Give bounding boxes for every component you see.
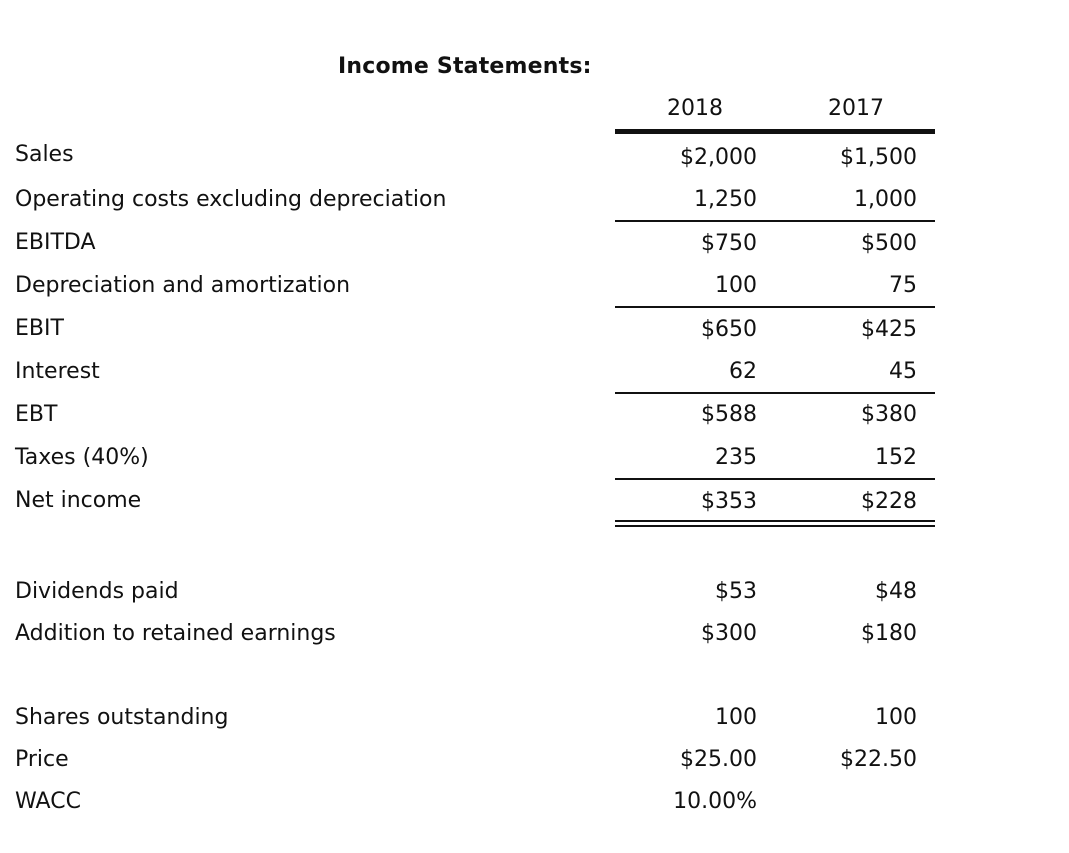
value-2018: $650 bbox=[701, 317, 757, 342]
row-label: Net income bbox=[15, 488, 142, 513]
row-label: Addition to retained earnings bbox=[15, 621, 336, 646]
subtotal-rule bbox=[615, 478, 935, 480]
value-2018: 62 bbox=[729, 359, 757, 384]
value-2018: 235 bbox=[715, 445, 757, 470]
value-2018: 100 bbox=[715, 273, 757, 298]
value-2018: $2,000 bbox=[680, 145, 757, 170]
column-header-2018: 2018 bbox=[667, 96, 723, 121]
value-2017: 45 bbox=[889, 359, 917, 384]
value-2017: $180 bbox=[861, 621, 917, 646]
value-2017: $48 bbox=[875, 579, 917, 604]
value-2018: 10.00% bbox=[673, 789, 757, 814]
value-2018: 1,250 bbox=[694, 187, 757, 212]
value-2017: $228 bbox=[861, 489, 917, 514]
column-header-2017: 2017 bbox=[828, 96, 884, 121]
row-label: EBT bbox=[15, 402, 58, 427]
row-label: Dividends paid bbox=[15, 579, 179, 604]
value-2017: $22.50 bbox=[840, 747, 917, 772]
row-label: Sales bbox=[15, 142, 74, 167]
value-2018: $588 bbox=[701, 402, 757, 427]
value-2017: $380 bbox=[861, 402, 917, 427]
value-2017: 100 bbox=[875, 705, 917, 730]
row-label: WACC bbox=[15, 789, 81, 814]
subtotal-rule bbox=[615, 392, 935, 394]
row-label: Depreciation and amortization bbox=[15, 273, 351, 298]
row-label: Price bbox=[15, 747, 69, 772]
double-rule-bottom bbox=[615, 525, 935, 527]
row-label: Taxes (40%) bbox=[15, 445, 149, 470]
value-2017: $1,500 bbox=[840, 145, 917, 170]
value-2018: $53 bbox=[715, 579, 757, 604]
value-2017: 1,000 bbox=[854, 187, 917, 212]
statement-title: Income Statements: bbox=[338, 54, 592, 79]
value-2017: $425 bbox=[861, 317, 917, 342]
value-2017: 75 bbox=[889, 273, 917, 298]
value-2018: $300 bbox=[701, 621, 757, 646]
value-2018: $25.00 bbox=[680, 747, 757, 772]
value-2018: $750 bbox=[701, 231, 757, 256]
double-rule-top bbox=[615, 520, 935, 522]
row-label: EBITDA bbox=[15, 230, 96, 255]
value-2018: 100 bbox=[715, 705, 757, 730]
subtotal-rule bbox=[615, 220, 935, 222]
row-label: Interest bbox=[15, 359, 100, 384]
subtotal-rule bbox=[615, 306, 935, 308]
value-2018: $353 bbox=[701, 489, 757, 514]
header-thick-rule bbox=[615, 129, 935, 134]
value-2017: $500 bbox=[861, 231, 917, 256]
value-2017: 152 bbox=[875, 445, 917, 470]
row-label: EBIT bbox=[15, 316, 64, 341]
row-label: Operating costs excluding depreciation bbox=[15, 187, 447, 212]
row-label: Shares outstanding bbox=[15, 705, 229, 730]
